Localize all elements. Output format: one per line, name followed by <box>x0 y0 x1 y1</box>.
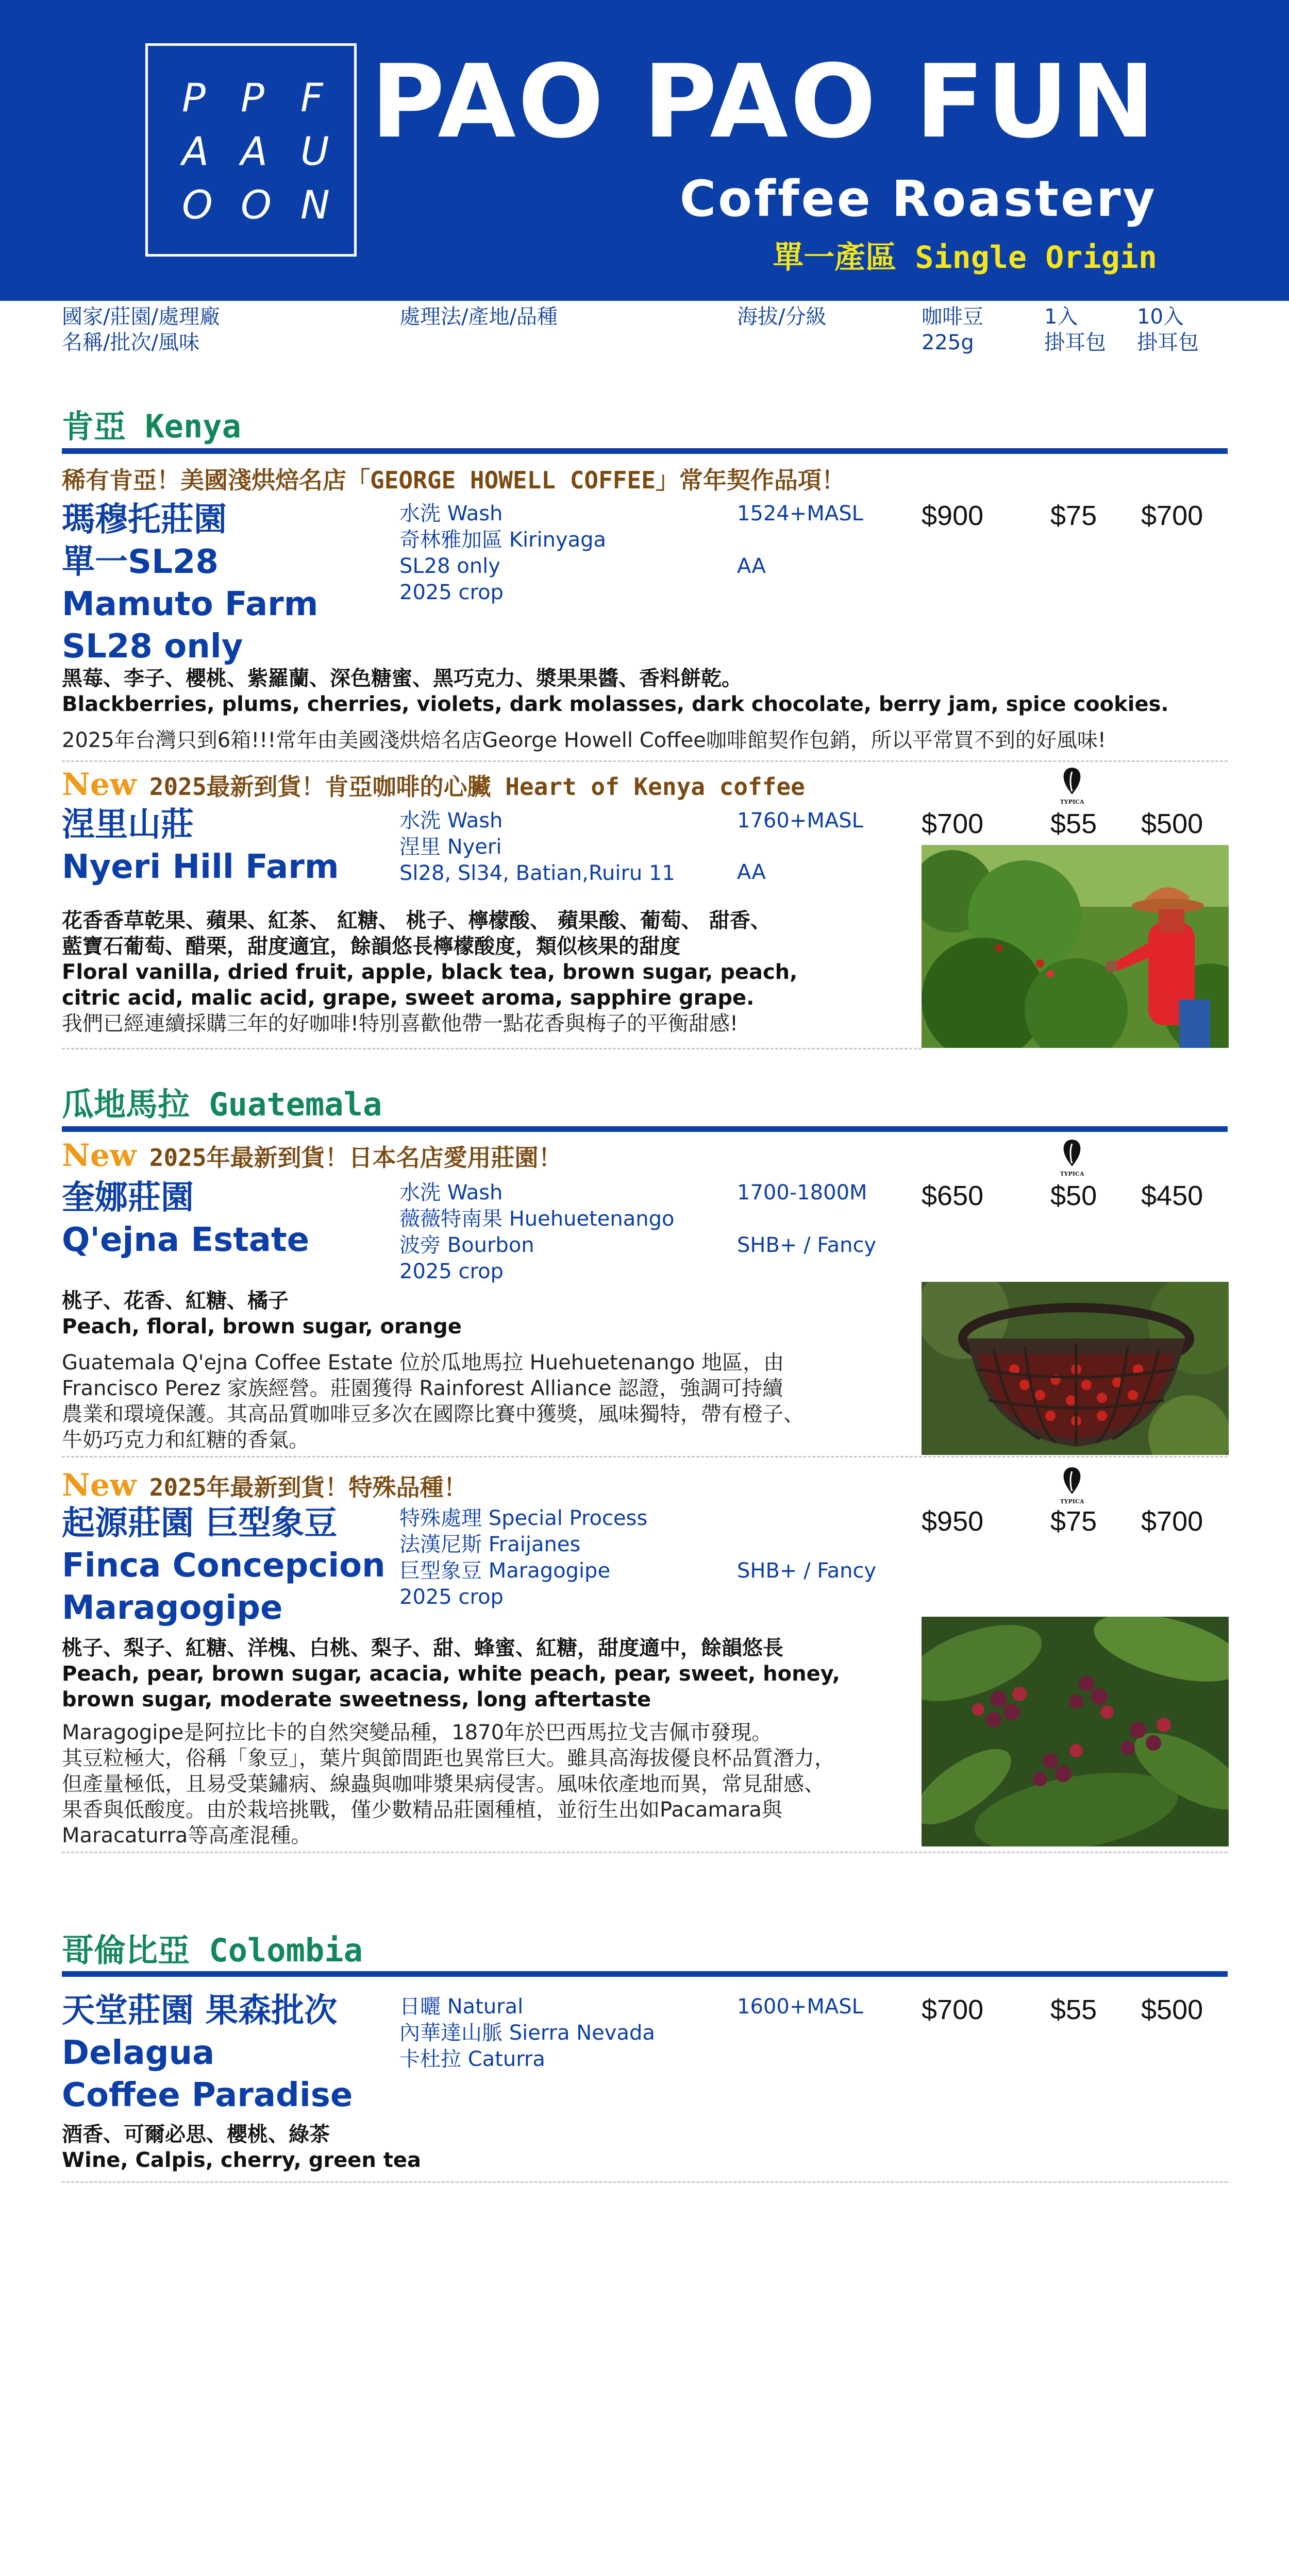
logo-letter: A <box>241 128 267 174</box>
price-dripbag-10: $450 <box>1141 1180 1203 1211</box>
item-grade: SHB+ / Fancy <box>737 1559 877 1583</box>
col-header-bean <box>922 304 983 355</box>
flavor-notes <box>62 1288 907 1340</box>
item-altitude: 1760+MASL <box>737 809 863 833</box>
price-bean: $950 <box>922 1506 984 1537</box>
typica-icon <box>1058 1137 1086 1179</box>
item-headline <box>62 767 805 803</box>
col-header-line: 10入 <box>1137 305 1184 329</box>
item-grade: AA <box>737 860 766 884</box>
col-header-country <box>62 304 220 355</box>
item-name-line: Delagua <box>62 2034 215 2072</box>
section-title-colombia: 哥倫比亞 Colombia <box>62 1931 363 1969</box>
item-altitude: 1524+MASL <box>737 502 863 526</box>
section-title-kenya: 肯亞 Kenya <box>62 408 241 445</box>
typica-label: TYPICA <box>1060 1498 1084 1505</box>
flavor-en: Peach, floral, brown sugar, orange <box>62 1315 462 1338</box>
flavor-notes <box>62 1635 907 1713</box>
item-altitude: 1600+MASL <box>737 1995 863 2019</box>
item-name-line: 起源莊園 巨型象豆 <box>62 1504 338 1543</box>
section-rule <box>62 1971 1228 1977</box>
section-rule <box>62 1126 1228 1132</box>
logo-letter: O <box>182 182 213 228</box>
item-name <box>62 804 339 888</box>
section-rule <box>62 448 1228 454</box>
logo-letter: F <box>300 75 323 121</box>
item-divider <box>62 1852 1228 1853</box>
item-meta-line: 水洗 Wash <box>399 502 503 526</box>
item-name-line: Q'ejna Estate <box>62 1221 309 1259</box>
item-meta-line: SL28 only <box>399 554 500 578</box>
item-name-line: SL28 only <box>62 628 243 666</box>
item-meta-line: 卡杜拉 Caturra <box>399 2047 545 2071</box>
item-name-line: Finca Concepcion <box>62 1547 386 1585</box>
item-meta-line: 內華達山脈 Sierra Nevada <box>399 2021 655 2045</box>
col-header-line: 咖啡豆 <box>922 305 983 329</box>
item-name-line: 瑪穆托莊園 <box>62 501 227 539</box>
item-name <box>62 499 318 668</box>
flavor-zh: 桃子、梨子、紅糖、洋槐、白桃、梨子、甜、蜂蜜、紅糖，甜度適中，餘韻悠長 <box>62 1636 783 1660</box>
item-name-line: 奎娜莊園 <box>62 1179 194 1217</box>
item-description: Guatemala Q'ejna Coffee Estate 位於瓜地馬拉 Huehuetenango 地區，由 Francisco Perez 家族經營。莊園獲得 Rainforest Alliance 認證，強調可持續 農業和環境保護。其高品質咖啡豆多次在國際比賽中獲獎，風味獨特，帶有橙子、 牛奶巧克力和紅糖的香氣。 <box>62 1351 804 1452</box>
item-name-line: Mamuto Farm <box>62 585 319 623</box>
item-grade: AA <box>737 554 766 578</box>
item-meta-line: 水洗 Wash <box>399 1181 503 1205</box>
price-bean: $900 <box>922 500 984 531</box>
col-header-line: 1入 <box>1044 305 1078 329</box>
item-name-line: 單一SL28 <box>62 543 219 581</box>
maragogipe-cherries-photo <box>922 1617 1229 1846</box>
item-process <box>399 1180 674 1285</box>
price-dripbag-10: $500 <box>1141 808 1203 839</box>
item-altitude: 1700-1800M <box>737 1181 867 1205</box>
item-process <box>399 501 606 606</box>
col-header-line: 國家/莊園/處理廠 <box>62 305 220 329</box>
item-tagline: 稀有肯亞！美國淺烘焙名店「GEORGE HOWELL COFFEE」常年契作品項！ <box>62 466 845 494</box>
item-name-line: Maragogipe <box>62 1589 283 1627</box>
typica-label: TYPICA <box>1060 1171 1084 1177</box>
flavor-notes <box>62 666 1228 717</box>
typica-icon <box>1058 765 1086 807</box>
price-dripbag-1: $55 <box>1050 1994 1097 2025</box>
logo-letter: O <box>241 182 272 228</box>
item-description: Maragogipe是阿拉比卡的自然突變品種，1870年於巴西馬拉戈吉佩市發現。 其豆粒極大，俗稱「象豆」，葉片與節間距也異常巨大。雖具高海拔優良杯品質潛力， 但產量極低，且易受葉鏽病、線蟲與咖啡漿果病侵害。風味依產地而異，常見甜感、 果香與低酸度。由於栽培挑戰，僅少數精品莊園種植，並衍生出如Pacamara與 Maracaturra等高產混種。 <box>62 1721 835 1848</box>
price-bean: $650 <box>922 1180 984 1211</box>
flavor-zh: 酒香、可爾必思、櫻桃、綠茶 <box>62 2123 330 2146</box>
item-meta-line: 涅里 Nyeri <box>399 835 502 859</box>
logo <box>145 43 357 257</box>
item-meta-line: 日曬 Natural <box>399 1995 524 2019</box>
item-divider <box>62 760 1228 762</box>
item-meta-line: 巨型象豆 Maragogipe <box>399 1559 611 1583</box>
origin-label: 單一產區 Single Origin <box>773 240 1157 276</box>
flavor-notes <box>62 2122 907 2173</box>
price-bean: $700 <box>922 1994 984 2025</box>
item-meta-line: 波旁 Bourbon <box>399 1233 534 1257</box>
item-meta-line: 2025 crop <box>399 1260 504 1283</box>
item-process <box>399 1505 647 1611</box>
logo-letter: A <box>182 128 209 174</box>
brand-title: PAO PAO FUN <box>371 43 1157 161</box>
item-meta-line: 法漢尼斯 Fraijanes <box>399 1533 581 1556</box>
item-name-line: 天堂莊園 果森批次 <box>62 1992 338 2030</box>
brand-subtitle: Coffee Roastery <box>679 170 1157 228</box>
col-header-line: 掛耳包 <box>1137 331 1199 354</box>
item-meta-line: 2025 crop <box>399 581 504 604</box>
flavor-zh: 桃子、花香、紅糖、橘子 <box>62 1289 289 1313</box>
flavor-en: Peach, pear, brown sugar, acacia, white peach, pear, sweet, honey, brown sugar, moderate sweetness, long aftertaste <box>62 1662 840 1711</box>
item-process <box>399 808 675 887</box>
flavor-en: Blackberries, plums, cherries, violets, dark molasses, dark chocolate, berry jam, spice cookies. <box>62 692 1169 716</box>
item-name-line: 涅里山莊 <box>62 806 194 844</box>
typica-icon <box>1058 1464 1086 1506</box>
cherry-basket-photo <box>922 1282 1229 1455</box>
item-meta-line: 薇薇特南果 Huehuetenango <box>399 1207 675 1231</box>
price-dripbag-1: $55 <box>1050 808 1097 839</box>
col-header-altitude: 海拔/分級 <box>737 305 827 329</box>
item-headline <box>62 1138 562 1174</box>
item-name <box>62 1990 353 2116</box>
item-tagline: 2025年最新到貨！日本名店愛用莊園！ <box>149 1144 562 1172</box>
header-banner <box>0 0 1289 301</box>
item-headline <box>62 1467 467 1503</box>
item-divider <box>62 2181 1228 2183</box>
col-header-process: 處理法/產地/品種 <box>399 305 558 329</box>
item-meta-line: 特殊處理 Special Process <box>399 1506 648 1530</box>
col-header-line: 掛耳包 <box>1044 331 1106 354</box>
price-dripbag-1: $75 <box>1050 500 1097 531</box>
logo-letter: N <box>300 182 330 228</box>
price-dripbag-10: $700 <box>1141 1506 1203 1537</box>
new-badge: New <box>62 1138 137 1174</box>
item-meta-line: 奇林雅加區 Kirinyaga <box>399 528 607 552</box>
item-name-line: Nyeri Hill Farm <box>62 848 339 886</box>
new-badge: New <box>62 1467 137 1503</box>
item-meta-line: Sl28, Sl34, Batian,Ruiru 11 <box>399 861 675 885</box>
logo-letter: U <box>300 128 329 174</box>
item-process <box>399 1994 655 2073</box>
item-tagline: 2025最新到貨！肯亞咖啡的心臟 Heart of Kenya coffee <box>149 773 805 801</box>
farmer-picking-photo <box>922 845 1229 1048</box>
price-dripbag-1: $50 <box>1050 1180 1097 1211</box>
flavor-en: Floral vanilla, dried fruit, apple, black tea, brown sugar, peach, citric acid, malic acid, grape, sweet aroma, sapphire grape. <box>62 960 798 1010</box>
item-name-line: Coffee Paradise <box>62 2076 353 2114</box>
col-header-dripbag-10 <box>1137 304 1199 355</box>
price-bean: $700 <box>922 808 984 839</box>
item-tagline: 2025年最新到貨！特殊品種！ <box>149 1473 467 1501</box>
col-header-line: 225g <box>922 331 974 354</box>
col-header-line: 名稱/批次/風味 <box>62 331 199 354</box>
flavor-en: Wine, Calpis, cherry, green tea <box>62 2148 422 2172</box>
item-description: 2025年台灣只到6箱!!!常年由美國淺烘焙名店George Howell Coffee咖啡館契作包銷，所以平常買不到的好風味! <box>62 728 1106 752</box>
price-dripbag-1: $75 <box>1050 1506 1097 1537</box>
flavor-notes <box>62 908 907 1011</box>
item-divider <box>62 1048 922 1049</box>
item-meta-line: 水洗 Wash <box>399 809 503 833</box>
section-title-guatemala: 瓜地馬拉 Guatemala <box>62 1086 382 1123</box>
price-dripbag-10: $700 <box>1141 500 1203 531</box>
item-meta-line: 2025 crop <box>399 1585 504 1609</box>
item-name <box>62 1502 386 1629</box>
new-badge: New <box>62 767 137 803</box>
item-grade: SHB+ / Fancy <box>737 1233 877 1257</box>
logo-letter: P <box>241 75 264 121</box>
item-name <box>62 1177 309 1261</box>
price-dripbag-10: $500 <box>1141 1994 1203 2025</box>
typica-label: TYPICA <box>1060 799 1084 805</box>
logo-letter: P <box>182 75 206 121</box>
flavor-zh: 黑莓、李子、櫻桃、紫羅蘭、深色糖蜜、黑巧克力、漿果果醬、香料餅乾。 <box>62 667 742 690</box>
col-header-dripbag-1 <box>1044 304 1106 355</box>
item-divider <box>62 1456 1228 1458</box>
item-description: 我們已經連續採購三年的好咖啡!特別喜歡他帶一點花香與梅子的平衡甜感! <box>62 1012 739 1036</box>
flavor-zh: 花香香草乾果、蘋果、紅茶、 紅糖、 桃子、檸檬酸、 蘋果酸、葡萄、 甜香、 藍寶石葡萄、醋栗，甜度適宜，餘韻悠長檸檬酸度，類似核果的甜度 <box>62 909 771 958</box>
